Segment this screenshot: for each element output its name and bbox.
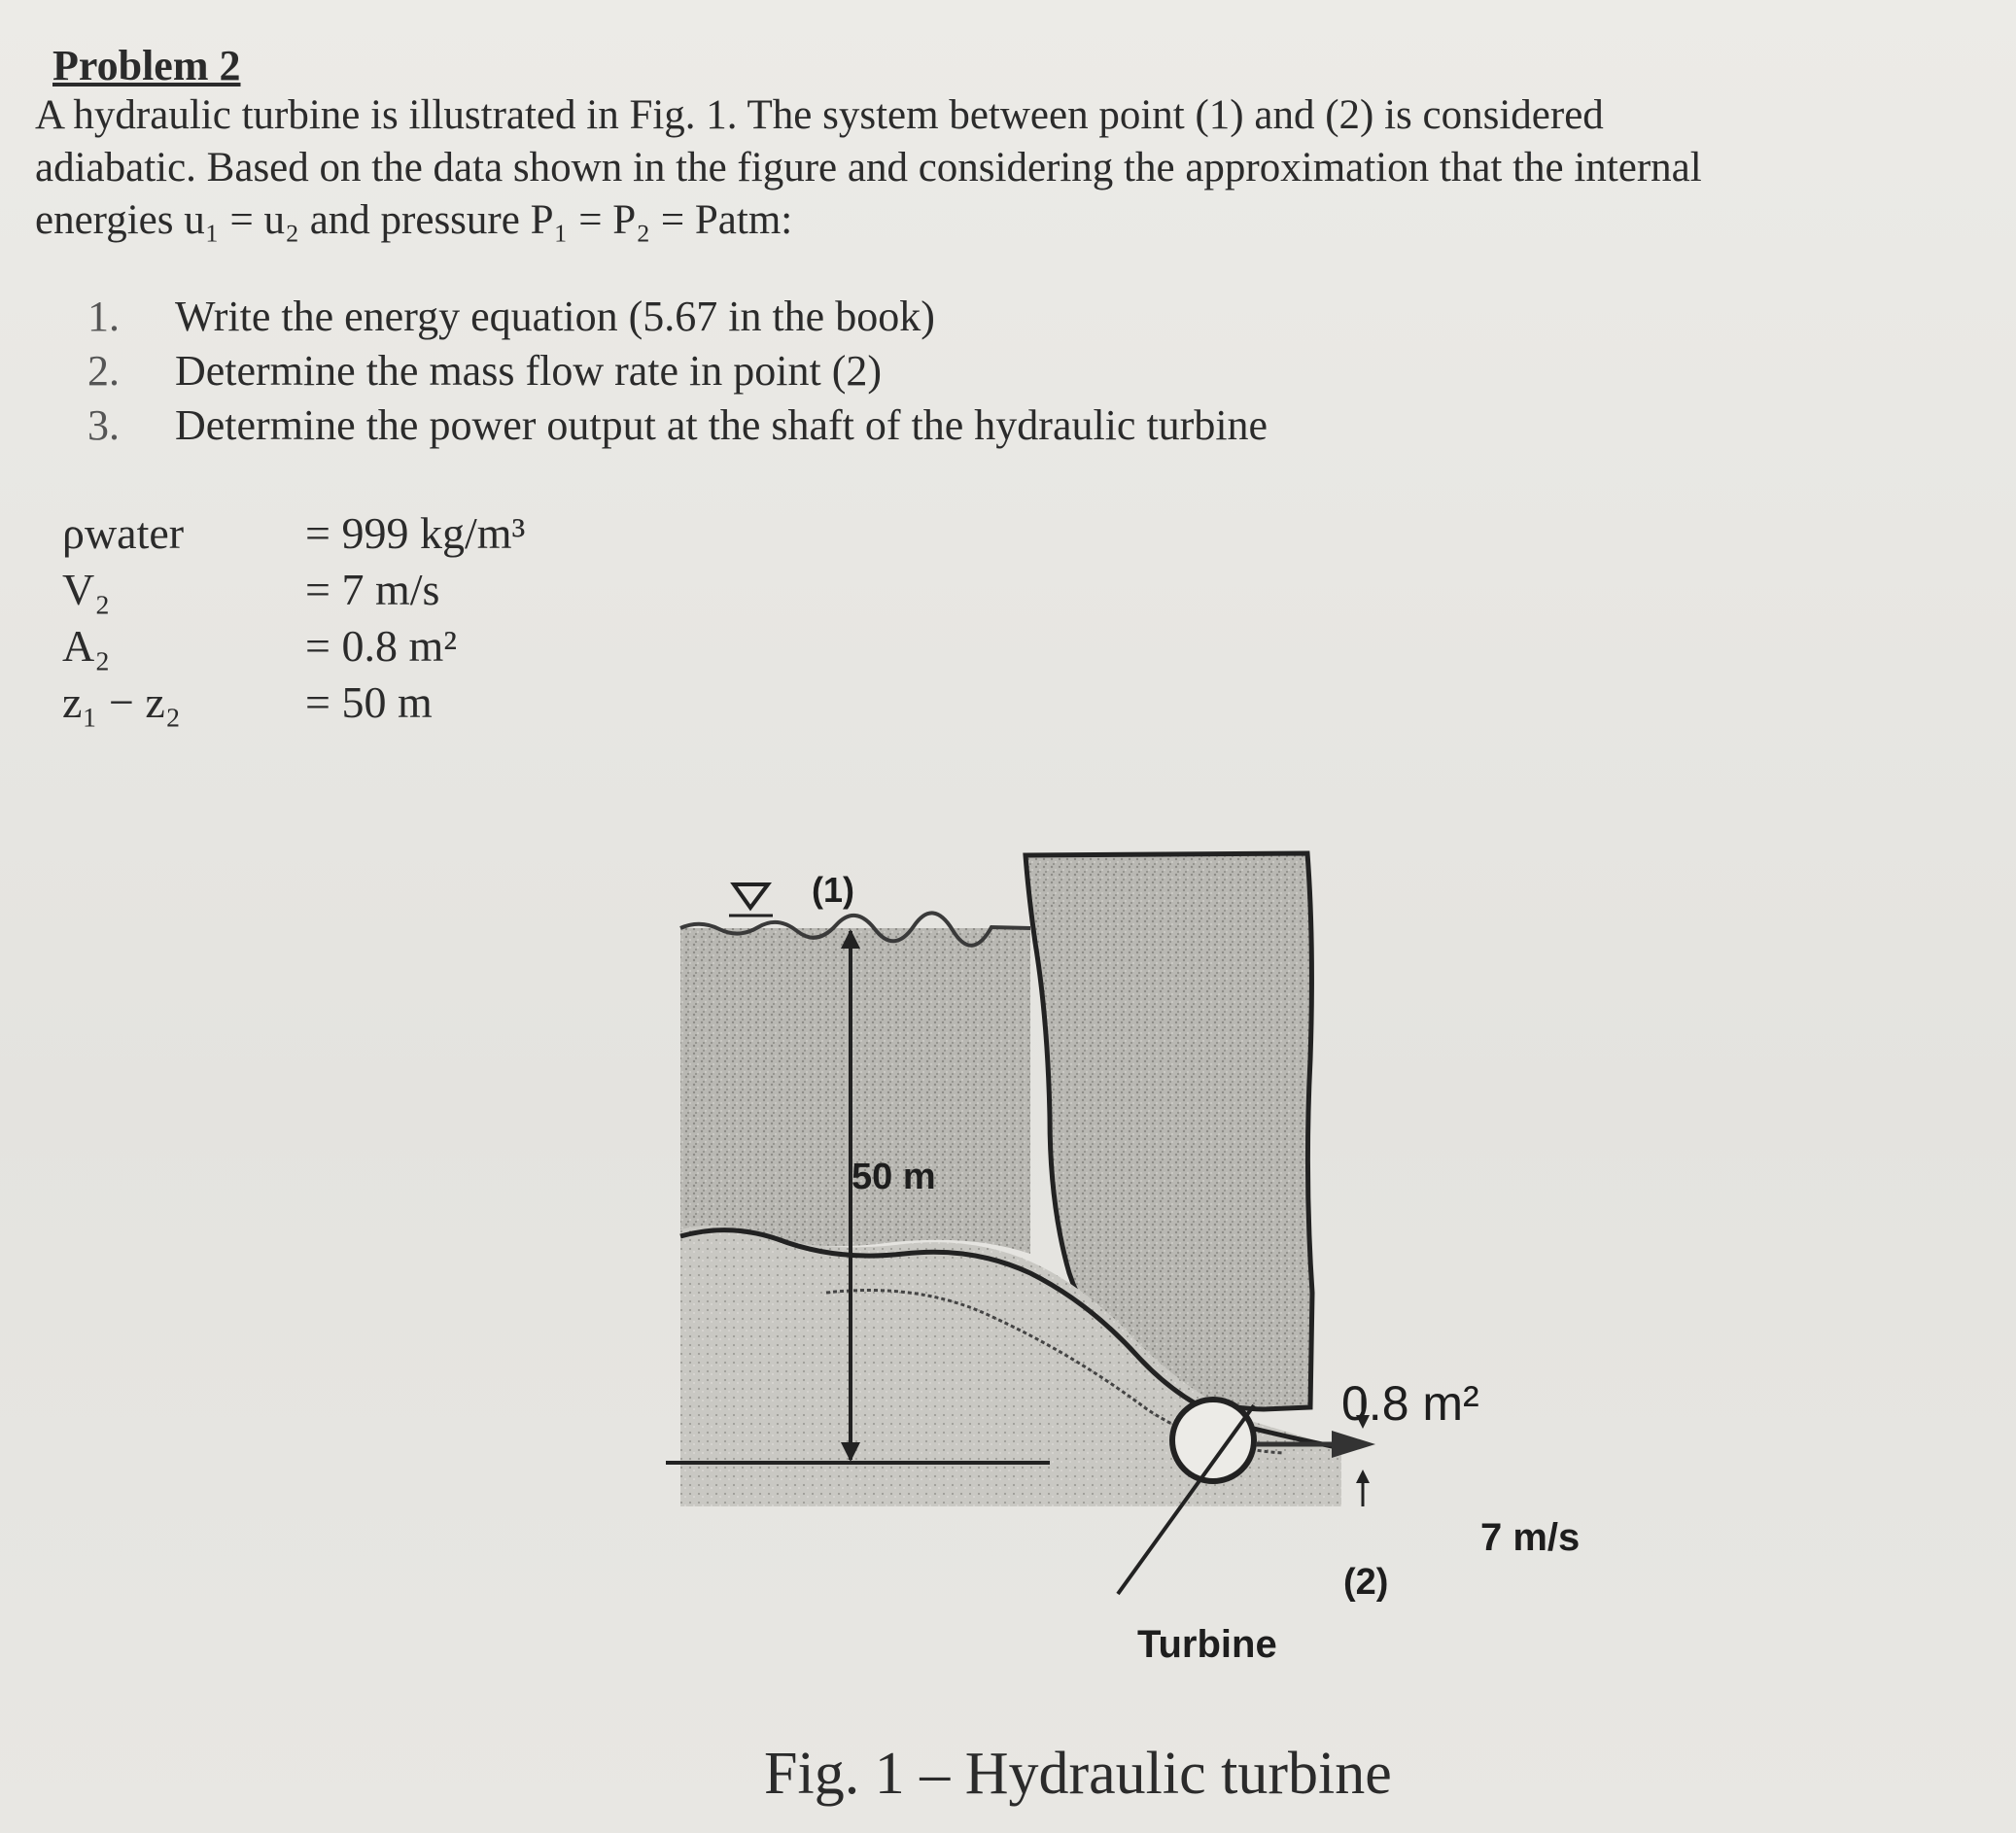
intro-line: energies u₁ = u₂ and pressure P₁ = P₂ = Patm: — [35, 197, 793, 243]
hydraulic-turbine-figure — [661, 826, 1633, 1701]
point2-label: (2) — [1343, 1562, 1389, 1603]
given-value: = 50 m — [305, 677, 433, 727]
intro-line: A hydraulic turbine is illustrated in Fig. 1. The system between point (1) and (2) is considered — [35, 92, 1604, 138]
velocity-label: 7 m/s — [1480, 1516, 1581, 1559]
given-row — [62, 618, 525, 674]
free-surface-triangle-icon — [734, 884, 768, 908]
problem-title: Problem 2 — [52, 42, 241, 89]
task-number: 1. — [87, 293, 120, 340]
task-text: Determine the mass flow rate in point (2) — [175, 347, 883, 395]
reservoir-water — [680, 928, 1030, 1254]
height-label: 50 m — [852, 1157, 936, 1197]
given-symbol: z₁ − z₂ — [62, 677, 181, 727]
intro-line: adiabatic. Based on the data shown in the figure and considering the approximation that the internal — [35, 145, 1702, 190]
turbine-diagram — [661, 826, 1633, 1701]
task-list — [87, 290, 1268, 453]
given-data-list — [62, 505, 525, 731]
turbine-label: Turbine — [1137, 1623, 1277, 1666]
given-symbol: A₂ — [62, 621, 111, 671]
given-symbol: ρwater — [62, 508, 185, 558]
arrow-right-icon — [1332, 1431, 1375, 1458]
problem-intro — [35, 89, 1989, 247]
given-row — [62, 562, 525, 618]
point1-label: (1) — [812, 870, 854, 910]
task-text: Write the energy equation (5.67 in the book) — [175, 293, 935, 340]
task-number: 3. — [87, 401, 120, 449]
given-symbol: V₂ — [62, 565, 111, 614]
task-number: 2. — [87, 347, 120, 395]
given-row — [62, 505, 525, 562]
task-item — [87, 344, 1268, 398]
arrow-up-icon — [1356, 1470, 1370, 1483]
task-item — [87, 290, 1268, 344]
given-value: = 7 m/s — [305, 565, 440, 614]
turbine-icon — [1172, 1400, 1254, 1481]
given-row — [62, 674, 525, 731]
figure-caption: Fig. 1 – Hydraulic turbine — [764, 1741, 1392, 1807]
task-text: Determine the power output at the shaft of the hydraulic turbine — [175, 401, 1269, 449]
task-item — [87, 398, 1268, 453]
given-value: = 0.8 m² — [305, 621, 458, 671]
area-label: 0.8 m² — [1341, 1376, 1479, 1431]
given-value: = 999 kg/m³ — [305, 508, 526, 558]
